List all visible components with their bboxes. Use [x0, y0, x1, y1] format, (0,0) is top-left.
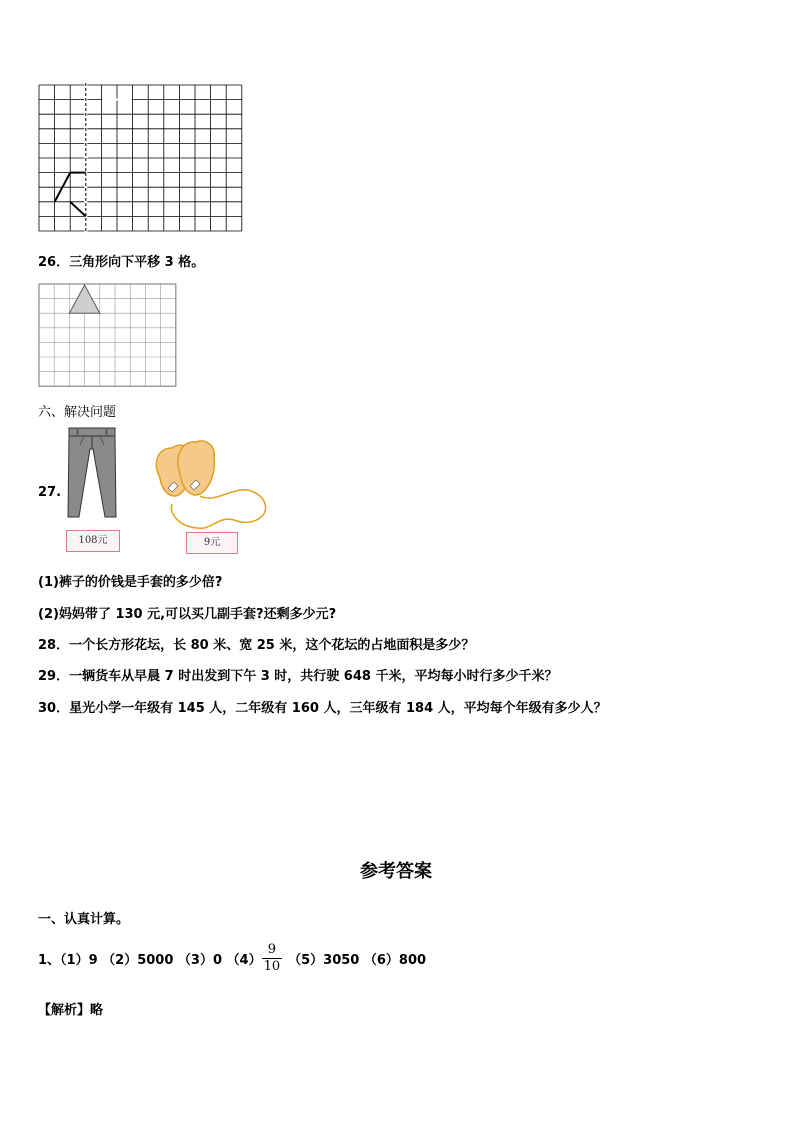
q27-number: 27. [38, 485, 62, 500]
pants-price-tag: 108元 [66, 530, 120, 552]
q28-text: 28．一个长方形花坛，长 80 米、宽 25 米，这个花坛的占地面积是多少？ [38, 638, 475, 653]
q27-sub2: (2)妈妈带了 130 元,可以买几副手套?还剩多少元? [38, 607, 337, 622]
answers-section1: 一、认真计算。 [38, 912, 130, 927]
q27-sub1: (1)裤子的价钱是手套的多少倍? [38, 575, 223, 590]
analysis-text: 【解析】略 [38, 1003, 104, 1018]
fraction-numerator: 9 [262, 942, 283, 959]
answer-fraction [262, 942, 283, 975]
grid-border [39, 284, 176, 386]
gloves-image [150, 436, 270, 530]
answer-line-1-prefix: 1、（1）9 （2）5000 （3）0 （4） [38, 953, 262, 968]
answer-line-1-suffix: （5）3050 （6）800 [288, 953, 427, 968]
gloves-price-tag: 9元 [186, 532, 238, 554]
q30-text: 30．星光小学一年级有 145 人，二年级有 160 人，三年级有 184 人，平均每个年级有多少人？ [38, 701, 607, 716]
q29-text: 29．一辆货车从早晨 7 时出发到下午 3 时，共行驶 648 千米，平均每小时行多少千米？ [38, 669, 558, 684]
section6-heading: 六、解决问题 [38, 405, 117, 420]
q26-text: 26．三角形向下平移 3 格。 [38, 255, 205, 270]
fraction-denominator: 10 [263, 959, 281, 974]
pants-image [66, 427, 118, 519]
answer-line-1 [38, 942, 426, 975]
answers-title: 参考答案 [360, 861, 432, 882]
